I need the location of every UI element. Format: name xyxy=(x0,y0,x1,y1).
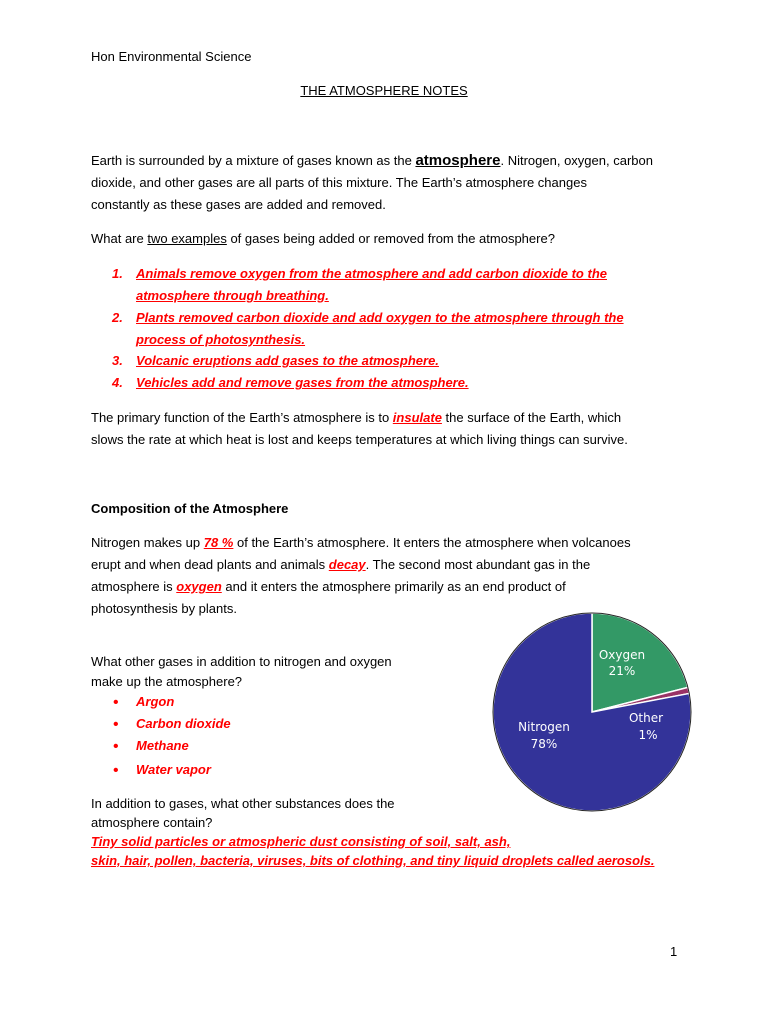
bullet-icon: • xyxy=(113,716,119,733)
other-gases-question-line-2: make up the atmosphere? xyxy=(91,674,243,689)
example-3-line-1: Volcanic eruptions add gases to the atmosphere. xyxy=(136,353,439,368)
substances-answer-line-2: skin, hair, pollen, bacteria, viruses, bits of clothing, and tiny liquid droplets called aerosols. xyxy=(91,853,655,868)
insulate-answer: insulate xyxy=(392,410,442,425)
other-value-label: 1% xyxy=(638,728,658,742)
substances-question-line-2: atmosphere contain? xyxy=(91,815,213,830)
composition-line-4: photosynthesis by plants. xyxy=(91,601,237,616)
decay-answer: decay xyxy=(328,557,366,572)
composition-heading: Composition of the Atmosphere xyxy=(91,501,289,516)
intro-line-3: constantly as these gases are added and removed. xyxy=(91,197,386,212)
nitrogen-label: Nitrogen xyxy=(518,720,570,734)
example-2-line-2: process of photosynthesis. xyxy=(136,332,306,347)
other-gases-question-line-1: What other gases in addition to nitrogen and oxygen xyxy=(91,654,392,669)
example-number: 1. xyxy=(112,266,123,281)
bullet-icon: • xyxy=(113,762,119,779)
oxygen-value-label: 21% xyxy=(608,664,636,678)
function-line-2: slows the rate at which heat is lost and keeps temperatures at which living things can survive. xyxy=(91,432,628,447)
composition-line-2: erupt and when dead plants and animals decay. The second most abundant gas in the xyxy=(91,557,591,572)
example-number: 3. xyxy=(112,353,123,368)
function-line-1: The primary function of the Earth’s atmosphere is to insulate the surface of the Earth, which xyxy=(91,410,622,425)
intro-line-1: Earth is surrounded by a mixture of gases known as the atmosphere. Nitrogen, oxygen, carbon xyxy=(91,152,653,169)
nitrogen-value-label: 78% xyxy=(530,737,558,751)
composition-line-1: Nitrogen makes up 78 % of the Earth’s atmosphere. It enters the atmosphere when volcanoes xyxy=(91,535,631,550)
gas-item: Argon xyxy=(136,694,175,709)
example-number: 2. xyxy=(112,310,123,325)
example-1-line-1: Animals remove oxygen from the atmosphere and add carbon dioxide to the xyxy=(136,266,607,281)
page-number: 1 xyxy=(670,944,678,959)
examples-question: What are two examples of gases being added or removed from the atmosphere? xyxy=(91,231,555,246)
atmosphere-term: atmosphere xyxy=(415,152,501,169)
atmosphere-pie-chart xyxy=(486,606,698,818)
example-2-line-1: Plants removed carbon dioxide and add oxygen to the atmosphere through the xyxy=(136,310,624,325)
bullet-icon: • xyxy=(113,694,119,711)
substances-question-line-1: In addition to gases, what other substances does the xyxy=(91,796,395,811)
gas-item: Water vapor xyxy=(136,762,211,777)
nitrogen-percent-answer: 78 % xyxy=(203,535,234,550)
example-1-line-2: atmosphere through breathing. xyxy=(136,288,329,303)
other-label: Other xyxy=(628,711,664,725)
gas-item: Carbon dioxide xyxy=(136,716,231,731)
example-4-line-1: Vehicles add and remove gases from the atmosphere. xyxy=(136,375,469,390)
course-title: Hon Environmental Science xyxy=(91,49,252,64)
composition-line-3: atmosphere is oxygen and it enters the atmosphere primarily as an end product of xyxy=(91,579,566,594)
oxygen-answer: oxygen xyxy=(176,579,222,594)
bullet-icon: • xyxy=(113,738,119,755)
oxygen-label: Oxygen xyxy=(598,648,646,662)
substances-answer-line-1: Tiny solid particles or atmospheric dust consisting of soil, salt, ash, xyxy=(91,834,511,849)
gas-item: Methane xyxy=(136,738,189,753)
page-title: THE ATMOSPHERE NOTES xyxy=(300,83,468,98)
intro-line-2: dioxide, and other gases are all parts of this mixture. The Earth’s atmosphere changes xyxy=(91,175,587,190)
example-number: 4. xyxy=(112,375,123,390)
